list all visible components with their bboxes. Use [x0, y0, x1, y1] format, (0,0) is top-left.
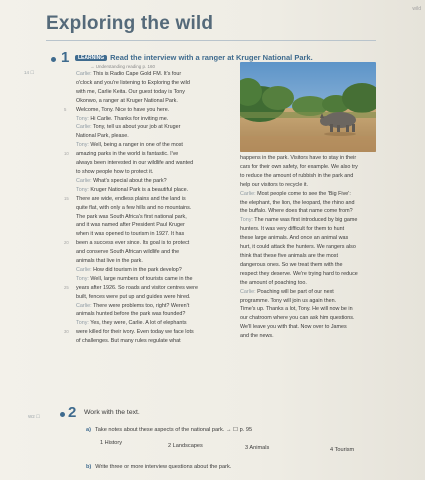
line-text: think that these five animals are the most [240, 252, 338, 259]
speaker-name: Carlie: [76, 177, 92, 184]
interview-line [76, 141, 240, 150]
interview-line [76, 239, 240, 248]
interview-right-column [240, 154, 410, 341]
interview-line [76, 230, 240, 239]
interview-line [240, 252, 410, 261]
line-text: with me, Carlie Keita. Our guest today is Tony [76, 88, 185, 95]
line-text: happens in the park. Visitors have to stay in their [240, 155, 357, 161]
question-b-letter: b) [86, 464, 92, 470]
interview-line [76, 186, 240, 195]
line-text: to reduce the amount of rubbish in the park and [240, 172, 354, 179]
interview-line [240, 190, 410, 199]
line-text: of challenges. But many rules regulate what [76, 338, 181, 345]
line-text: Yes, they were, Carlie. A lot of elephants [90, 320, 187, 327]
line-text: Poaching will be part of our next [257, 288, 334, 295]
interview-line [76, 159, 240, 168]
option-animals: 3 Animals [245, 445, 270, 451]
speaker-name: Tony: [76, 115, 89, 122]
interview-line [76, 204, 240, 213]
line-text: years after 1926. So roads and visitor centres were [76, 284, 198, 291]
line-text: and conserve South African wildlife and the [76, 249, 180, 256]
interview-line [76, 293, 240, 302]
page-title: Exploring the wild [46, 13, 214, 34]
line-text: these large animals. And once an animal was [240, 235, 349, 242]
line-text: when it was opened to tourism in 1927. It has [76, 231, 185, 238]
speaker-name: Tony: [76, 275, 89, 282]
interview-line [240, 207, 410, 216]
line-text: There are wide, endless plains and the land is [76, 195, 186, 202]
line-number: 30 [64, 329, 69, 335]
interview-line [240, 270, 410, 279]
line-text: Hi Carlie. Thanks for inviting me. [90, 115, 169, 122]
option-landscapes: 2 Landscapes [168, 443, 203, 449]
interview-line [76, 88, 240, 97]
interview-line [240, 279, 410, 288]
task2-margin-note: W2 ☐ [28, 414, 41, 419]
task1-number: 1 [61, 49, 70, 66]
line-text: Time's up. Thanks a lot, Tony. He will now be in [240, 306, 353, 313]
line-text: There were problems too, right? Weren't [92, 302, 190, 309]
corner-tag: wild [412, 6, 421, 12]
interview-line [76, 310, 240, 319]
interview-line [76, 115, 240, 124]
line-text: been a success ever since. Its goal is to protect [76, 240, 190, 247]
line-text: hurt, it could attack the hunters. We rangers also [240, 244, 356, 251]
line-number: 10 [64, 151, 69, 157]
line-number: 5 [64, 106, 67, 112]
interview-line [76, 132, 240, 141]
line-text: Tony, tell us about your job at Kruger [92, 124, 181, 131]
title-rule [46, 40, 376, 41]
line-text: We'll leave you with that. Now over to James [240, 324, 347, 331]
line-text: quite flat, with only a few hills and no mountains. [76, 204, 192, 211]
task2-question-b [86, 464, 231, 470]
task1-margin-note: 14 ☐ [24, 70, 35, 75]
interview-line [240, 199, 410, 208]
interview-line [240, 297, 410, 306]
line-text: amazing parks in the world is fantastic. I've [76, 151, 179, 158]
line-text: What's special about the park? [93, 177, 167, 184]
line-text: How did tourism in the park develop? [93, 266, 182, 273]
interview-line [240, 332, 410, 341]
line-text: dangerous ones. So we treat them with the [240, 261, 343, 268]
line-numbers [64, 70, 69, 337]
interview-line [76, 337, 240, 346]
question-a-text: Take notes about these aspects of the national park. → ☐ p. 95 [94, 427, 253, 433]
line-text: and the news. [240, 333, 274, 340]
line-text: hunters. It was very difficult for them to hunt [240, 226, 345, 233]
line-text: Well, large numbers of tourists came in the [90, 275, 193, 282]
question-a-letter: a) [86, 427, 91, 433]
interview-line [76, 195, 240, 204]
line-text: Welcome, Tony. Nice to have you here. [76, 106, 170, 113]
interview-line [240, 181, 410, 190]
line-text: the elephant, the lion, the leopard, the rhino and [240, 199, 355, 206]
line-text: The park was South Africa's first national park, [76, 213, 187, 220]
task1-heading-row [75, 53, 365, 62]
interview-line [76, 106, 240, 115]
line-number: 25 [64, 284, 69, 290]
interview-line [76, 213, 240, 222]
task1-heading: Read the interview with a ranger at Kruger National Park. [110, 53, 313, 62]
speaker-name: Carlie: [76, 71, 92, 77]
interview-line [76, 79, 240, 88]
line-text: animals hunted before the park was founded? [76, 311, 186, 318]
line-text: Okonwo, a ranger at Kruger National Park. [76, 97, 178, 104]
interview-line [240, 225, 410, 234]
interview-line [240, 234, 410, 243]
speaker-name: Tony: [240, 217, 253, 224]
interview-line [240, 172, 410, 181]
line-text: were killed for their ivory. Even today we face lots [76, 329, 194, 336]
interview-line [76, 70, 240, 79]
interview-line [76, 275, 240, 284]
task1-label: LEARNING [75, 55, 107, 61]
line-text: Most people come to see the 'Big Five': [257, 190, 351, 197]
speaker-name: Carlie: [240, 288, 256, 295]
interview-line [76, 168, 240, 177]
interview-line [76, 284, 240, 293]
interview-line [76, 328, 240, 337]
speaker-name: Tony: [76, 320, 89, 327]
task2-number: 2 [68, 404, 77, 421]
interview-line [240, 216, 410, 225]
line-text: The name was first introduced by big game [254, 217, 358, 224]
line-text: our chatroom where you can ask him questions. [240, 315, 355, 322]
interview-line [76, 97, 240, 106]
line-number: 15 [64, 195, 69, 201]
speaker-name: Tony: [76, 186, 89, 193]
line-text: cars for their own safety, for example. We also try [240, 163, 358, 170]
savanna-rhino-photo [240, 62, 376, 152]
question-b-text: Write three or more interview questions about the park. [95, 464, 232, 470]
task1-bullet [51, 57, 56, 62]
interview-line [76, 302, 240, 311]
interview-line [240, 288, 410, 297]
interview-line [240, 314, 410, 323]
interview-line [240, 163, 410, 172]
option-history: 1 History [100, 440, 123, 446]
interview-line [76, 248, 240, 257]
speaker-name: Tony: [76, 142, 89, 149]
line-text: and it was named after President Paul Kruger [76, 222, 185, 229]
option-tourism: 4 Tourism [330, 447, 355, 453]
line-text: respect they deserve. We're trying hard to reduce [240, 270, 358, 277]
interview-line [76, 150, 240, 159]
line-text: help our visitors to recycle it. [240, 181, 309, 188]
line-text: Kruger National Park is a beautiful place. [90, 186, 189, 193]
line-text: o'clock and you're listening to Exploring the wild [76, 79, 190, 86]
line-text: This is Radio Cape Gold FM. It's four [92, 71, 182, 77]
task1-subtitle: → Understanding reading p. 160 [90, 64, 156, 69]
speaker-name: Carlie: [240, 190, 256, 197]
interview-line [240, 305, 410, 314]
line-text: the buffalo. Where does that name come from? [240, 208, 353, 215]
line-text: Well, being a ranger in one of the most [90, 142, 183, 149]
line-text: to show people how to protect it. [76, 168, 154, 175]
interview-left-column [76, 70, 240, 346]
line-text: the amount of poaching too. [240, 279, 307, 286]
interview-line [76, 266, 240, 275]
speaker-name: Carlie: [76, 124, 92, 131]
interview-line [76, 221, 240, 230]
interview-line [240, 243, 410, 252]
interview-line [76, 123, 240, 132]
line-text: National Park, please. [76, 133, 129, 140]
task2-bullet [60, 412, 65, 417]
task2-question-a [86, 427, 252, 433]
interview-line [76, 319, 240, 328]
line-text: animals that live in the park. [76, 258, 143, 265]
line-text: built, fences were put up and guides were hired. [76, 293, 191, 300]
interview-line [76, 177, 240, 186]
line-text: programme. Tony will join us again then. [240, 297, 337, 304]
interview-line [240, 261, 410, 270]
task2-heading: Work with the text. [84, 409, 140, 416]
interview-line [76, 257, 240, 266]
interview-line [240, 154, 410, 163]
line-number: 20 [64, 240, 69, 246]
speaker-name: Carlie: [76, 302, 92, 309]
line-text: always been interested in our wildlife and wanted [76, 160, 194, 167]
interview-line [240, 323, 410, 332]
speaker-name: Carlie: [76, 266, 92, 273]
